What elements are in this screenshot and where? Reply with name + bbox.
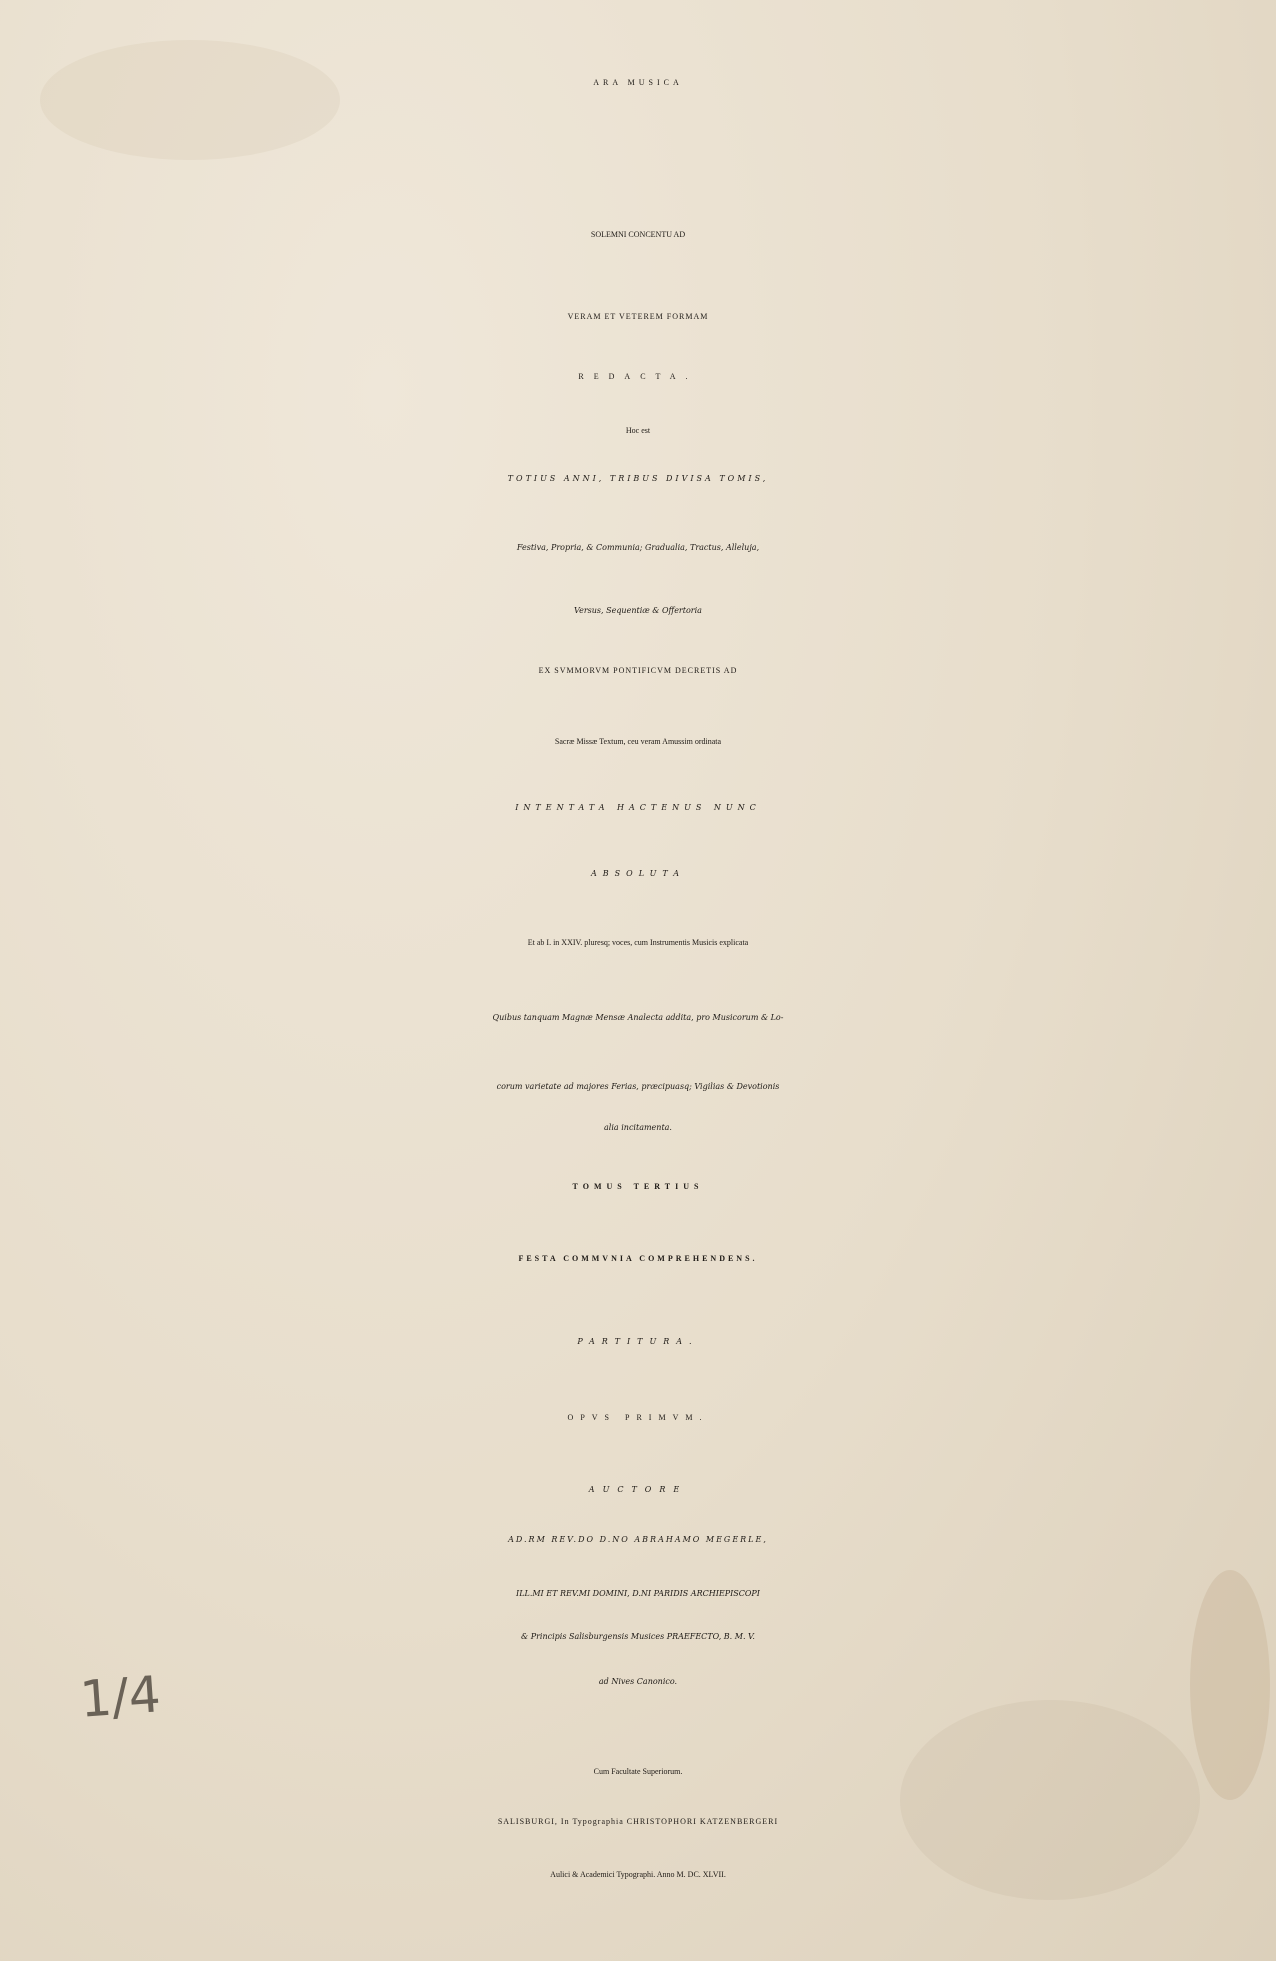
analecta-line: alia incitamenta.: [604, 1123, 672, 1132]
analecta-line: Quibus tanquam Magnæ Mensæ Analecta addita, pro Musicorum & Lo-: [492, 1013, 784, 1022]
partitura-label: PARTITURA.: [577, 1337, 699, 1346]
analecta-line: corum varietate ad majores Ferias, præcipuasq; Vigilias & Devotionis: [496, 1082, 780, 1091]
subtitle-line: SOLEMNI CONCENTU AD: [590, 230, 686, 239]
hoc-est-line: Hoc est: [625, 426, 651, 435]
decretis-line: EX SVMMORVM PONTIFICVM DECRETIS AD: [538, 666, 738, 675]
author-title: ILL.MI ET REV.MI DOMINI, D.NI PARIDIS ARCHIEPISCOPI: [516, 1589, 760, 1598]
subtitle-line: REDACTA.: [578, 372, 698, 381]
tomis-line: TOTIUS ANNI, TRIBUS DIVISA TOMIS,: [507, 474, 769, 483]
main-title: ARA MUSICA: [593, 78, 683, 87]
intentata-line: INTENTATA HACTENUS NUNC: [515, 803, 761, 812]
author-title: ad Nives Canonico.: [598, 1677, 678, 1686]
author-title: & Principis Salisburgensis Musices PRAEFECTO, B. M. V.: [521, 1632, 755, 1641]
subtitle-line: VERAM ET VETEREM FORMAM: [567, 312, 709, 321]
volume-description: FESTA COMMVNIA COMPREHENDENS.: [518, 1254, 758, 1263]
opus-label: OPVS PRIMVM.: [567, 1413, 709, 1422]
contents-line: Festiva, Propria, & Communia; Gradualia, Tractus, Alleluja,: [516, 543, 760, 552]
pencil-annotation: 1/4: [78, 1665, 163, 1729]
imprint-line: Aulici & Academici Typographi. Anno M. DC. XLVII.: [550, 1870, 726, 1879]
imprint-line: SALISBURGI, In Typographia CHRISTOPHORI KATZENBERGERI: [497, 1817, 779, 1826]
permission-line: Cum Facultate Superiorum.: [593, 1767, 683, 1776]
author-name: AD.RM REV.DO D.NO ABRAHAMO MEGERLE,: [508, 1535, 768, 1544]
voices-line: Et ab I. in XXIV. pluresq; voces, cum Instrumentis Musicis explicata: [527, 938, 749, 947]
contents-line: Versus, Sequentiæ & Offertoria: [574, 606, 702, 615]
volume-label: TOMUS TERTIUS: [572, 1182, 704, 1191]
missae-line: Sacræ Missæ Textum, ceu veram Amussim ordinata: [554, 737, 722, 746]
auctore-label: AUCTORE: [588, 1485, 688, 1494]
absoluta-line: ABSOLUTA: [591, 869, 685, 878]
paper-discoloration: [40, 40, 340, 160]
